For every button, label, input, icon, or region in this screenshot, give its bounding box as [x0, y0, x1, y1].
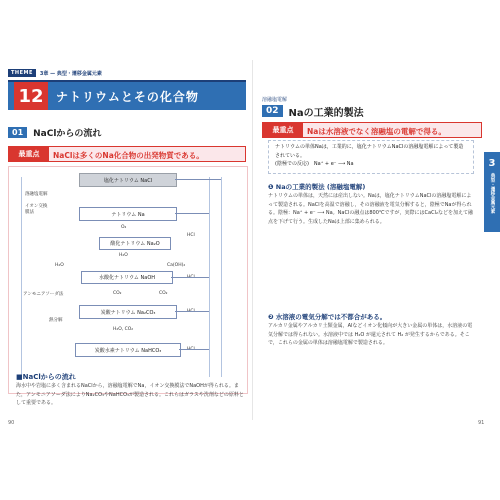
- connector-top: [175, 179, 221, 180]
- label-ion-exchange: イオン交換膜法: [25, 204, 48, 215]
- reaction-box: [268, 140, 474, 174]
- node-nacl: 塩化ナトリウム NaCl: [79, 173, 177, 187]
- right-rail-2: [221, 177, 222, 377]
- side-tab-label: 典型・遷移金属元素: [490, 173, 495, 214]
- node-na2co3: 炭酸ナトリウム Na₂CO₃: [79, 305, 177, 319]
- side-tab-number: 3: [488, 158, 496, 169]
- key-point-text-right: Naは水溶液でなく溶融塩の電解で得る。: [307, 127, 446, 136]
- key-point-box-right: [262, 122, 482, 138]
- label-co2-2: CO₂: [159, 291, 168, 296]
- theme-section: 3章 — 典型・遷移金属元素: [39, 70, 102, 77]
- section-heading-02: [262, 104, 364, 118]
- label-thermal-decomp: 熱分解: [49, 318, 63, 323]
- left-body-text: 海水中や岩塩に多く含まれるNaClから，溶融塩電解でNa，イオン交換膜法でNaOHが得られる。また，アンモニアソーダ法によりNa₂CO₃やNaHCO₃が製造される。これらはガラスや洗剤などの原料として重要である。: [16, 383, 244, 406]
- page-number-left: 90: [8, 420, 15, 426]
- chapter-side-tab: [484, 152, 500, 232]
- connector-na: [175, 213, 209, 214]
- left-page: [8, 56, 246, 416]
- label-ammonia-soda: アンモニアソーダ法: [23, 292, 64, 297]
- key-point-tag-right: 最重点: [263, 123, 303, 137]
- key-point-tag: 最重点: [9, 147, 49, 161]
- nacl-flow-diagram: [8, 166, 248, 394]
- label-co2: CO₂: [113, 291, 122, 296]
- section-title-02: Naの工業的製法: [288, 107, 364, 119]
- reaction-text: ナトリウムの単体Naは，工業的に，塩化ナトリウムNaClの溶融塩電解によって製造されている。: [275, 144, 464, 159]
- key-point-text: NaClは多くのNa化合物の出発物質である。: [53, 151, 204, 160]
- label-h2o: H₂O: [55, 263, 64, 268]
- section-title: NaClからの流れ: [33, 128, 102, 139]
- node-na2o: 酸化ナトリウム Na₂O: [99, 237, 171, 250]
- connector-nahco3: [179, 349, 209, 350]
- page-number-right: 91: [478, 420, 485, 426]
- theme-row: [8, 68, 102, 78]
- right-top-label: 溶融塩電解: [262, 97, 288, 103]
- q2-body: アルカリ金属やアルカリ土類金属，Alなどイオン化傾向が大きい金属の単体は，水溶液の電気分解では得られない。水溶液中では H₂O が還元されて H₂ が発生するからである。そこで，これらの金属の単体は溶融塩電解で製造される。: [268, 323, 473, 346]
- key-point-box: [8, 146, 246, 162]
- label-caoh2: Ca(OH)₂: [167, 263, 186, 268]
- label-hcl-1: HCl: [187, 233, 195, 238]
- right-rail: [209, 177, 210, 377]
- label-h2o-2: H₂O: [119, 253, 128, 258]
- node-nahco3: 炭酸水素ナトリウム NaHCO₃: [75, 343, 181, 357]
- connector-naoh: [171, 277, 209, 278]
- label-molten-electrolysis: 溶融塩電解: [25, 192, 48, 197]
- q1-body: ナトリウムの単体は，天然には産出しない。Naは，塩化ナトリウムNaClの溶融塩電解によって製造される。NaClを高温で溶融し，その溶融液を電気分解すると，陰極でNaが得られる。陰極：Na⁺ + e⁻ ⟶ Na。NaClの融点は800℃ですが，実際にはCaCl₂などを加えて融点を下げて行う。生成したNaは上部に集められる。: [268, 193, 473, 225]
- label-o2: O₂: [121, 225, 127, 230]
- section-number: 01: [8, 127, 27, 138]
- q2-heading: ❷ 水溶液の電気分解では不都合がある。: [268, 313, 387, 321]
- subheading-nacl-flow: ■NaClからの流れ: [16, 373, 76, 381]
- node-na: ナトリウム Na: [79, 207, 177, 221]
- section-number-02: 02: [262, 105, 283, 117]
- left-rail: [21, 177, 22, 377]
- connector-na2co3: [175, 311, 209, 312]
- q1-heading: ❶ Naの工業的製法 (溶融塩電解): [268, 183, 366, 191]
- label-h2o-co2: H₂O, CO₂: [113, 327, 134, 332]
- chapter-header: [8, 80, 246, 110]
- node-naoh: 水酸化ナトリウム NaOH: [81, 271, 173, 284]
- reaction-equation: (陰極での反応) Na⁺ + e⁻ ⟶ Na: [275, 161, 354, 167]
- chapter-number: 12: [14, 82, 48, 110]
- theme-label: THEME: [8, 69, 36, 77]
- chapter-title: ナトリウムとその化合物: [56, 90, 199, 104]
- section-heading-01: [8, 126, 101, 138]
- right-page: [262, 56, 480, 416]
- gutter: [252, 60, 253, 420]
